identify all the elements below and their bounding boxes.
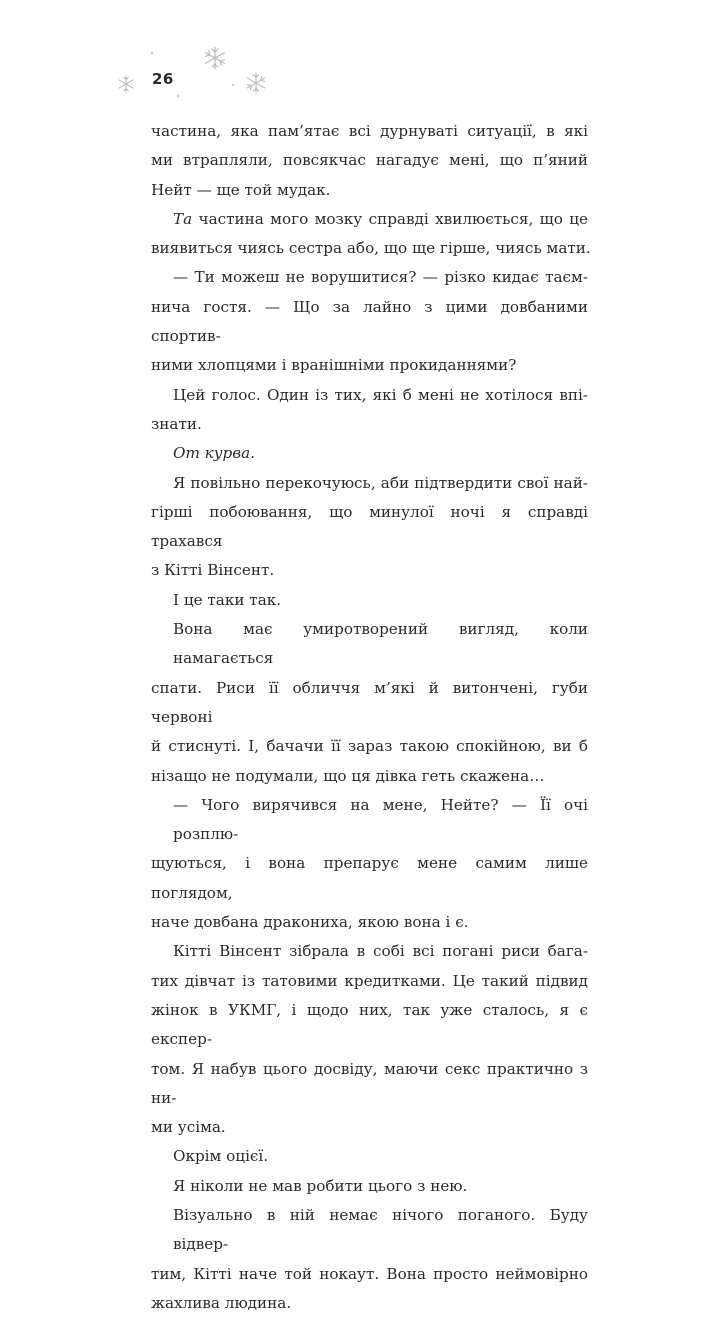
line-text: гірші побоювання, що минулої ночі я справді трахався <box>151 502 588 551</box>
line-text: нізащо не подумали, що ця дівка геть скажена… <box>151 766 545 785</box>
text-line <box>151 937 588 966</box>
line-text: з Кітті Вінсент. <box>151 561 275 580</box>
text-line <box>151 556 588 585</box>
line-text: Я ніколи не мав робити цього з нею. <box>173 1176 468 1195</box>
text-line <box>151 234 591 263</box>
text-line <box>151 615 588 674</box>
snow-dot <box>177 95 179 97</box>
text-line <box>151 732 588 761</box>
text-line <box>151 498 588 557</box>
italic-text: От курва. <box>173 444 256 463</box>
text-line <box>151 293 588 352</box>
line-text: І це таки так. <box>173 590 282 609</box>
line-text: частина мого мозку справді хвилюється, що це <box>192 209 588 228</box>
text-line <box>151 381 588 410</box>
line-text: — Ти можеш не ворушитися? — різко кидає таєм- <box>173 268 588 287</box>
line-text: Окрім оцієї. <box>173 1147 269 1166</box>
text-line <box>151 996 588 1055</box>
line-text: Кітті Вінсент зібрала в собі всі погані риси бага- <box>173 942 588 961</box>
line-text: знати. <box>151 414 202 433</box>
text-line <box>151 1113 588 1142</box>
text-line <box>151 674 588 733</box>
text-line <box>151 1172 588 1201</box>
snowflake-icon <box>203 46 227 70</box>
line-text: ними хлопцями і вранішніми прокиданнями? <box>151 356 517 375</box>
text-line <box>151 146 588 175</box>
text-line <box>151 439 588 468</box>
body-text <box>151 117 591 1318</box>
line-text: тим, Кітті наче той нокаут. Вона просто неймовірно <box>151 1264 588 1283</box>
line-text: виявиться чиясь сестра або, що ще гірше, чиясь мати. <box>151 239 591 258</box>
text-line <box>151 410 588 439</box>
line-text: Я повільно перекочуюсь, аби підтвердити свої най- <box>173 473 588 492</box>
text-line <box>151 1289 588 1318</box>
text-line <box>151 849 588 908</box>
text-line <box>151 908 588 937</box>
line-text: жахлива людина. <box>151 1293 292 1312</box>
line-text: тих дівчат із татовими кредитками. Це такий підвид <box>151 971 588 990</box>
text-line <box>151 1260 588 1289</box>
text-line <box>151 205 588 234</box>
text-line <box>151 1201 588 1260</box>
line-text: наче довбана дракониха, якою вона і є. <box>151 913 469 932</box>
text-line <box>151 263 588 292</box>
text-line <box>151 469 588 498</box>
line-text: Цей голос. Один із тих, які б мені не хотілося впі- <box>173 385 588 404</box>
line-text: щуються, і вона препарує мене самим лише поглядом, <box>151 854 588 902</box>
text-line <box>151 967 588 996</box>
text-line <box>151 117 588 146</box>
text-line <box>151 1055 588 1114</box>
snowflake-icon <box>245 72 267 94</box>
line-text: й стиснуті. І, бачачи її зараз такою спокійною, ви б <box>151 737 588 756</box>
header-decoration <box>0 0 728 120</box>
line-text: том. Я набув цього досвіду, маючи секс практично з ни- <box>151 1059 588 1107</box>
line-text: Нейт — ще той мудак. <box>151 180 331 199</box>
line-text: ми усіма. <box>151 1118 226 1137</box>
snow-dot <box>232 84 234 86</box>
text-line <box>151 586 588 615</box>
snow-dot <box>151 52 153 54</box>
text-line <box>151 176 588 205</box>
line-text: Візуально в ній немає нічого поганого. Буду відвер- <box>173 1205 588 1254</box>
line-text: частина, яка пам’ятає всі дурнуваті ситуації, в які <box>151 122 588 140</box>
line-text: нича гостя. — Що за лайно з цими довбаними спортив- <box>151 297 588 346</box>
text-line <box>151 1142 588 1171</box>
snowflake-icon <box>117 75 135 93</box>
text-line <box>151 351 588 380</box>
line-text: спати. Риси її обличчя м’які й витончені, губи червоні <box>151 678 588 726</box>
line-text: Вона має умиротворений вигляд, коли намагається <box>173 620 588 668</box>
text-line <box>151 762 588 791</box>
line-text: ми втрапляли, повсякчас нагадує мені, що п’яний <box>151 151 588 170</box>
page-number: 26 <box>152 70 174 88</box>
italic-text: Та <box>173 209 193 228</box>
text-line <box>151 791 588 850</box>
line-text: — Чого вирячився на мене, Нейте? — Її очі розплю- <box>173 795 588 844</box>
line-text: жінок в УКМГ, і щодо них, так уже сталось, я є експер- <box>151 1000 588 1049</box>
